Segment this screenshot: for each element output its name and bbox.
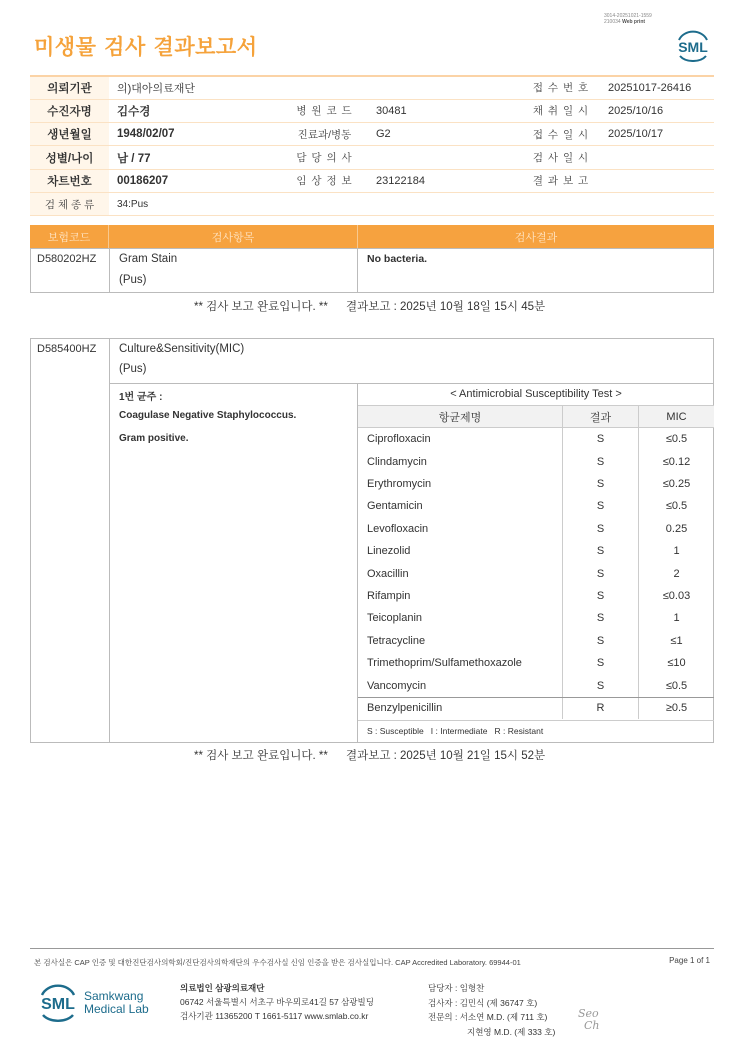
test2-specimen: (Pus) — [119, 363, 147, 375]
label-hospital-code: 병 원 코 드 — [281, 99, 368, 122]
label-birthdate: 생년월일 — [30, 123, 109, 146]
legend-divider — [358, 720, 714, 721]
test2-code: D585400HZ — [37, 343, 97, 355]
test1-divider-1 — [109, 248, 110, 293]
value-collection-date: 2025/10/16 — [600, 99, 714, 122]
header-insurance-code: 보험코드 — [30, 225, 109, 248]
test2-complete-note: ** 검사 보고 완료입니다. ** — [194, 750, 328, 762]
mic-drug-value: ≤0.5 — [638, 674, 714, 696]
mic-drug-result: S — [562, 540, 638, 562]
print-code-num: 210034 — [604, 19, 621, 25]
mic-drug-value: ≤10 — [638, 652, 714, 674]
mic-table-row — [358, 428, 714, 450]
patient-info-table — [30, 75, 714, 216]
value-accession-no: 20251017-26416 — [600, 76, 714, 99]
label-requester: 의뢰기관 — [30, 76, 109, 99]
label-chart-no: 차트번호 — [30, 169, 109, 192]
value-patient-name: 김수경 — [109, 99, 281, 122]
mic-header-mic: MIC — [638, 406, 714, 427]
value-test-date — [600, 146, 714, 169]
mic-table-row — [358, 697, 714, 719]
value-result-report — [600, 169, 714, 192]
label-specimen-type: 검 체 종 류 — [30, 192, 109, 215]
mic-drug-name: Levofloxacin — [367, 522, 429, 535]
mic-drug-name: Vancomycin — [367, 679, 427, 692]
value-clinical-info: 23122184 — [368, 169, 522, 192]
header-test-item: 검사항목 — [109, 225, 358, 248]
mic-drug-value: ≤0.5 — [638, 495, 714, 517]
sml-footer-logo-text: SML — [41, 996, 75, 1013]
mic-table-row — [358, 630, 714, 652]
sml-logo-icon — [673, 26, 713, 62]
org-contact: 검사기관 11365200 T 1661-5117 www.smlab.co.kr — [180, 1011, 369, 1021]
mic-drug-value: ≥0.5 — [638, 698, 714, 719]
mic-drug-name: Linezolid — [367, 545, 411, 558]
staff-manager: 담당자 : 임형찬 — [428, 983, 485, 993]
label-accession-no: 접 수 번 호 — [522, 76, 600, 99]
test2-gram: Gram positive. — [119, 433, 189, 444]
ast-title: < Antimicrobial Susceptibility Test > — [450, 388, 622, 400]
mic-table-row — [358, 518, 714, 540]
mic-drug-value: 1 — [638, 540, 714, 562]
mic-drug-value: ≤0.12 — [638, 450, 714, 472]
test1-divider-2 — [357, 248, 358, 293]
mic-drug-name: Benzylpenicillin — [367, 702, 443, 715]
result-table-header — [30, 225, 714, 248]
mic-drug-result: S — [562, 630, 638, 652]
mic-drug-result: S — [562, 652, 638, 674]
label-test-date: 검 사 일 시 — [522, 146, 600, 169]
staff-specialist-2: 지현영 M.D. (제 333 호) — [467, 1026, 556, 1037]
mic-table-row — [358, 652, 714, 674]
mic-table-row — [358, 607, 714, 629]
test2-hline-top — [109, 383, 714, 384]
mic-table-header — [358, 405, 714, 428]
mic-drug-value: 0.25 — [638, 518, 714, 540]
value-department: G2 — [368, 123, 522, 146]
org-name: 의료법인 삼광의료재단 — [180, 983, 265, 993]
mic-drug-result: R — [562, 698, 638, 719]
label-patient-name: 수진자명 — [30, 99, 109, 122]
label-clinical-info: 임 상 정 보 — [281, 169, 368, 192]
sml-footer-logo-icon — [36, 980, 80, 1024]
mic-drug-value: ≤1 — [638, 630, 714, 652]
value-doctor — [368, 146, 522, 169]
test1-complete-note: ** 검사 보고 완료입니다. ** — [194, 301, 328, 313]
value-sex-age: 남 / 77 — [109, 146, 281, 169]
signature-image: Seo Ch — [578, 1007, 600, 1032]
mic-table-row — [358, 562, 714, 584]
mic-drug-name: Ciprofloxacin — [367, 433, 431, 446]
test1-result: No bacteria. — [367, 253, 428, 265]
footer-divider — [30, 948, 714, 949]
value-requester: 의)대아의료재단 — [109, 76, 522, 99]
mic-header-result: 결과 — [562, 406, 638, 427]
mic-drug-name: Erythromycin — [367, 477, 432, 490]
mic-drug-name: Clindamycin — [367, 455, 427, 468]
mic-table-row — [358, 674, 714, 696]
value-birthdate: 1948/02/07 — [109, 123, 281, 146]
mic-drug-result: S — [562, 585, 638, 607]
label-receipt-date: 접 수 일 시 — [522, 123, 600, 146]
test1-code: D580202HZ — [37, 253, 97, 265]
mic-table-row — [358, 495, 714, 517]
label-collection-date: 채 취 일 시 — [522, 99, 600, 122]
mic-table-row — [358, 585, 714, 607]
print-code-line1: 3014-20251021-1559 — [604, 13, 652, 19]
mic-drug-result: S — [562, 428, 638, 450]
header-test-result: 검사결과 — [514, 231, 558, 244]
label-sex-age: 성별/나이 — [30, 146, 109, 169]
mic-drug-value: 1 — [638, 607, 714, 629]
mic-drug-name: Rifampin — [367, 589, 411, 602]
organization-info — [180, 981, 374, 1023]
label-doctor: 담 당 의 사 — [281, 146, 368, 169]
value-receipt-date: 2025/10/17 — [600, 123, 714, 146]
mic-table-row — [358, 473, 714, 495]
label-result-report: 결 과 보 고 — [522, 169, 600, 192]
mic-drug-result: S — [562, 473, 638, 495]
test1-report-time: 결과보고 : 2025년 10월 18일 15시 45분 — [346, 301, 546, 313]
org-address: 06742 서울특별시 서초구 바우뫼로41길 57 삼광빌딩 — [180, 997, 374, 1007]
mic-drug-result: S — [562, 450, 638, 472]
value-chart-no: 00186207 — [109, 169, 281, 192]
footer-accreditation-note: 본 검사실은 CAP 인증 및 대한진단검사의학회/진단검사의학재단의 우수검사실 신임 인증을 받은 검사실입니다. CAP Accredited Laboratory. 69944-01 — [34, 958, 521, 967]
mic-header-drug: 항균제명 — [438, 411, 482, 424]
label-department: 진료과/병동 — [281, 123, 368, 146]
mic-drug-value: ≤0.03 — [638, 585, 714, 607]
mic-drug-value: ≤0.5 — [638, 428, 714, 450]
mic-table-row — [358, 540, 714, 562]
brand-name — [84, 990, 149, 1016]
test2-divider-1 — [109, 338, 110, 743]
staff-tester: 검사자 : 김민식 (제 36747 호) — [428, 997, 538, 1008]
brand-line1: Samkwang — [84, 989, 144, 1003]
value-hospital-code: 30481 — [368, 99, 522, 122]
mic-drug-result: S — [562, 495, 638, 517]
test2-report-time: 결과보고 : 2025년 10월 21일 15시 52분 — [346, 750, 546, 762]
mic-drug-name: Tetracycline — [367, 634, 426, 647]
test2-name: Culture&Sensitivity(MIC) — [119, 343, 245, 355]
brand-line2: Medical Lab — [84, 1002, 149, 1016]
print-code-label: Web print — [622, 19, 646, 25]
test1-specimen: (Pus) — [119, 274, 147, 286]
mic-drug-value: 2 — [638, 562, 714, 584]
value-specimen-type: 34:Pus — [109, 192, 714, 215]
mic-drug-value: ≤0.25 — [638, 473, 714, 495]
staff-info — [428, 981, 555, 1039]
mic-drug-name: Trimethoprim/Sulfamethoxazole — [367, 657, 522, 670]
sml-logo-text: SML — [678, 39, 708, 55]
mic-drug-result: S — [562, 607, 638, 629]
print-code — [604, 13, 652, 25]
staff-specialist-1: 전문의 : 서소연 M.D. (제 711 호) — [428, 1012, 548, 1022]
page-number: Page 1 of 1 — [669, 956, 710, 965]
mic-drug-name: Gentamicin — [367, 500, 423, 513]
page-title: 미생물 검사 결과보고서 — [34, 35, 258, 59]
mic-drug-result: S — [562, 518, 638, 540]
mic-drug-name: Oxacillin — [367, 567, 409, 580]
test1-name: Gram Stain — [119, 253, 178, 265]
mic-drug-result: S — [562, 562, 638, 584]
test2-strain-label: 1번 균주 : — [119, 392, 163, 403]
mic-table-row — [358, 450, 714, 472]
mic-drug-name: Teicoplanin — [367, 612, 423, 625]
ast-legend: S : Susceptible I : Intermediate R : Resistant — [367, 726, 544, 736]
mic-drug-result: S — [562, 674, 638, 696]
test2-organism: Coagulase Negative Staphylococcus. — [119, 410, 297, 421]
